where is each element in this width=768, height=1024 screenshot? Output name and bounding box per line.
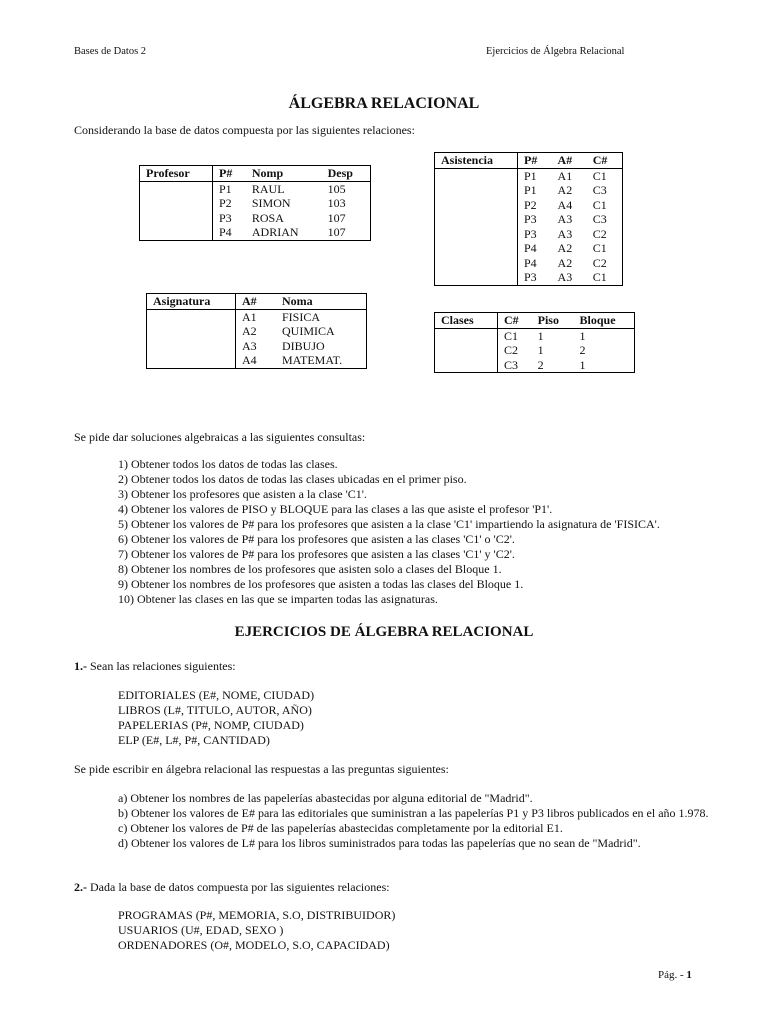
list-item: 7) Obtener los valores de P# para los profesores que asisten a las clases 'C1' y 'C2'. bbox=[118, 547, 515, 561]
table-row bbox=[147, 353, 367, 368]
table-row bbox=[435, 212, 623, 227]
cell: 2 bbox=[579, 343, 586, 357]
queries-intro: Se pide dar soluciones algebraicas a las siguientes consultas: bbox=[74, 430, 366, 444]
table-row bbox=[147, 309, 367, 324]
header-left: Bases de Datos 2 bbox=[74, 46, 147, 57]
col-header: C# bbox=[587, 153, 623, 169]
cell: 107 bbox=[327, 225, 346, 239]
cell: A3 bbox=[242, 338, 257, 353]
cell: RAUL bbox=[251, 181, 285, 196]
cell: A2 bbox=[557, 241, 573, 255]
table-row bbox=[140, 225, 371, 240]
cell: C1 bbox=[592, 241, 607, 255]
list-item: c) Obtener los valores de P# de las papelerías abastecidas completamente por la editorial E1. bbox=[118, 821, 563, 835]
list-item: 8) Obtener los nombres de los profesores que asisten solo a clases del Bloque 1. bbox=[118, 562, 502, 576]
col-header: P# bbox=[518, 153, 552, 169]
table-row bbox=[435, 270, 623, 285]
ex1-items bbox=[118, 791, 709, 851]
cell: C3 bbox=[504, 357, 519, 372]
table-row bbox=[140, 196, 371, 211]
col-header: Bloque bbox=[574, 313, 635, 329]
col-header: C# bbox=[498, 313, 532, 329]
table-profesor bbox=[139, 165, 371, 241]
list-item: ORDENADORES (O#, MODELO, S.O, CAPACIDAD) bbox=[118, 938, 390, 952]
cell: A3 bbox=[557, 270, 573, 284]
cell: C1 bbox=[592, 168, 607, 183]
cell: A3 bbox=[557, 212, 573, 226]
table-row bbox=[435, 168, 623, 183]
table-row bbox=[435, 328, 635, 343]
cell: P2 bbox=[524, 197, 537, 212]
col-header: P# bbox=[213, 166, 246, 182]
ex1-text: Sean las relaciones siguientes: bbox=[90, 659, 236, 673]
page-title: ÁLGEBRA RELACIONAL bbox=[288, 95, 480, 112]
list-item: EDITORIALES (E#, NOME, CIUDAD) bbox=[118, 688, 315, 702]
list-item: PROGRAMAS (P#, MEMORIA, S.O, DISTRIBUIDOR) bbox=[118, 908, 396, 922]
intro-text: Considerando la base de datos compuesta por las siguientes relaciones: bbox=[74, 123, 415, 137]
table-row bbox=[140, 181, 371, 196]
cell: C1 bbox=[592, 270, 607, 284]
col-header: Desp bbox=[322, 166, 371, 182]
table-row bbox=[147, 324, 367, 339]
cell: 1 bbox=[537, 328, 544, 343]
cell: MATEMAT. bbox=[282, 353, 343, 367]
table-row bbox=[435, 198, 623, 213]
cell: P4 bbox=[524, 241, 537, 255]
cell: SIMON bbox=[251, 196, 291, 210]
ex1-number: 1.- bbox=[74, 659, 87, 673]
table-name: Asignatura bbox=[147, 294, 236, 310]
table-row bbox=[140, 211, 371, 226]
ex2-number: 2.- bbox=[74, 880, 87, 894]
table-row bbox=[435, 256, 623, 271]
cell: A2 bbox=[557, 183, 573, 197]
cell: P1 bbox=[524, 183, 537, 197]
cell: 1 bbox=[579, 328, 586, 343]
cell: ROSA bbox=[251, 210, 284, 225]
ex1-relations bbox=[118, 688, 314, 748]
list-item: 3) Obtener los profesores que asisten a la clase 'C1'. bbox=[118, 487, 367, 501]
cell: P4 bbox=[524, 255, 537, 270]
table-name: Clases bbox=[435, 313, 498, 329]
header-right: Ejercicios de Álgebra Relacional bbox=[486, 46, 625, 57]
cell: C2 bbox=[592, 255, 607, 270]
list-item: 4) Obtener los valores de PISO y BLOQUE para las clases a las que asiste el profesor 'P1'. bbox=[118, 502, 553, 516]
cell: P4 bbox=[219, 225, 232, 239]
list-item: USUARIOS (U#, EDAD, SEXO ) bbox=[118, 923, 284, 937]
cell: A3 bbox=[557, 226, 573, 241]
cell: 2 bbox=[537, 357, 544, 372]
col-header: A# bbox=[236, 294, 277, 310]
list-item: 10) Obtener las clases en las que se imparten todas las asignaturas. bbox=[118, 592, 438, 606]
ex2-text: Dada la base de datos compuesta por las siguientes relaciones: bbox=[90, 880, 390, 894]
list-item: 6) Obtener los valores de P# para los profesores que asisten a las clases 'C1' o 'C2'. bbox=[118, 532, 515, 546]
page-label: Pág. - bbox=[658, 969, 687, 981]
ex2-intro bbox=[74, 880, 390, 895]
list-item: d) Obtener los valores de L# para los libros suministrados para todas las papelerías que no sean de "Madrid". bbox=[118, 836, 641, 850]
cell: ADRIAN bbox=[251, 225, 299, 239]
table-row bbox=[435, 227, 623, 242]
list-item: 5) Obtener los valores de P# para los profesores que asisten a la clase 'C1' impartiendo la asignatura de 'FISICA'. bbox=[118, 517, 660, 531]
cell: A1 bbox=[557, 168, 573, 183]
cell: 107 bbox=[327, 210, 346, 225]
table-row bbox=[435, 183, 623, 198]
page-number bbox=[658, 969, 692, 981]
cell: P3 bbox=[219, 210, 232, 225]
table-row bbox=[435, 358, 635, 373]
col-header: Noma bbox=[276, 294, 367, 310]
table-name: Profesor bbox=[140, 166, 213, 182]
cell: 103 bbox=[327, 196, 346, 210]
cell: C3 bbox=[592, 212, 607, 226]
ex1-ask: Se pide escribir en álgebra relacional las respuestas a las preguntas siguientes: bbox=[74, 762, 449, 776]
list-item: 2) Obtener todos los datos de todas las clases ubicadas en el primer piso. bbox=[118, 472, 467, 486]
list-item: 1) Obtener todos los datos de todas las clases. bbox=[118, 457, 338, 471]
ex1-intro bbox=[74, 659, 236, 674]
cell: C3 bbox=[592, 183, 607, 197]
cell: A2 bbox=[242, 324, 257, 338]
page-num: 1 bbox=[686, 969, 692, 981]
cell: P2 bbox=[219, 196, 232, 210]
cell: FISICA bbox=[282, 309, 321, 324]
cell: P3 bbox=[524, 226, 537, 241]
cell: A4 bbox=[242, 353, 257, 367]
table-row bbox=[435, 241, 623, 256]
cell: 1 bbox=[579, 357, 586, 372]
cell: 1 bbox=[537, 343, 544, 357]
cell: C2 bbox=[592, 226, 607, 241]
cell: C1 bbox=[592, 197, 607, 212]
cell: A1 bbox=[242, 309, 257, 324]
cell: 105 bbox=[327, 181, 346, 196]
cell: DIBUJO bbox=[282, 338, 325, 353]
cell: P3 bbox=[524, 212, 537, 226]
list-item: ELP (E#, L#, P#, CANTIDAD) bbox=[118, 733, 270, 747]
table-clases bbox=[434, 312, 635, 373]
table-row bbox=[147, 339, 367, 354]
cell: P1 bbox=[524, 168, 537, 183]
cell: A2 bbox=[557, 255, 573, 270]
queries-list bbox=[118, 457, 660, 607]
section-title: EJERCICIOS DE ÁLGEBRA RELACIONAL bbox=[234, 624, 534, 640]
list-item: 9) Obtener los nombres de los profesores que asisten a todas las clases del Bloque 1. bbox=[118, 577, 524, 591]
cell: C1 bbox=[504, 328, 519, 343]
cell: P1 bbox=[219, 181, 232, 196]
list-item: b) Obtener los valores de E# para las editoriales que suministran a las papelerías P1 y P3 libros publicados en el año 1.978. bbox=[118, 806, 709, 820]
cell: C2 bbox=[504, 343, 519, 357]
col-header: Nomp bbox=[246, 166, 322, 182]
cell: QUIMICA bbox=[282, 324, 335, 338]
table-asignatura bbox=[146, 293, 367, 369]
list-item: a) Obtener los nombres de las papelerías abastecidas por alguna editorial de "Madrid". bbox=[118, 791, 533, 805]
list-item: LIBROS (L#, TITULO, AUTOR, AÑO) bbox=[118, 703, 312, 717]
col-header: A# bbox=[552, 153, 587, 169]
table-row bbox=[435, 343, 635, 358]
table-asistencia bbox=[434, 152, 623, 286]
list-item: PAPELERIAS (P#, NOMP, CIUDAD) bbox=[118, 718, 304, 732]
cell: A4 bbox=[557, 197, 573, 212]
table-name: Asistencia bbox=[435, 153, 518, 169]
col-header: Piso bbox=[532, 313, 574, 329]
cell: P3 bbox=[524, 270, 537, 284]
ex2-relations bbox=[118, 908, 395, 953]
